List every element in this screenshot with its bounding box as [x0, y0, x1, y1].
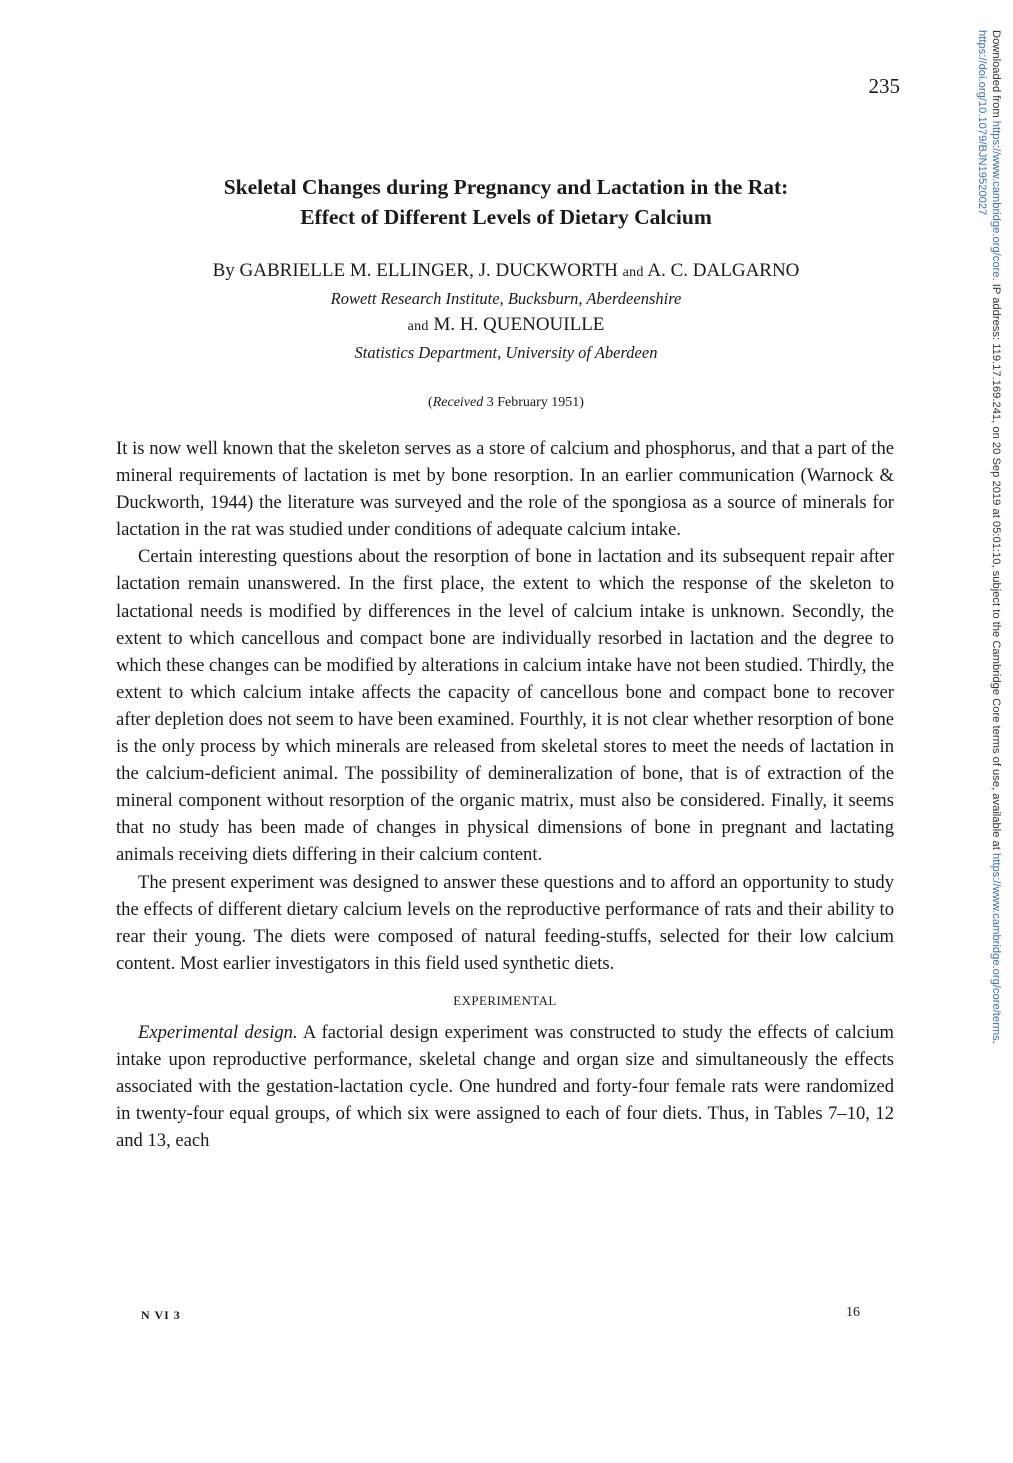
received-date-value: 3 February 1951: [486, 395, 580, 410]
core-link[interactable]: https://www.cambridge.org/core: [990, 120, 1002, 278]
experimental-text: A factorial design experiment was constructed to study the effects of calcium intake upon reproductive performance, skeletal change and organ size and simultaneously the effects associated with the gestation-lactation cycle. One hundred and forty-four female rats were randomized in twenty-four equal groups, of which six were assigned to each of four diets. Thus, in Tables 7–10, 12 and 13, each: [116, 1021, 895, 1152]
section-heading: EXPERIMENTAL: [453, 992, 557, 1008]
received-close-paren: ): [579, 395, 584, 410]
author-names-3: M. H. QUENOUILLE: [433, 314, 605, 335]
paragraph-1: It is now well known that the skeleton serves as a store of calcium and phosphorus, and that a part of the mineral requirements of lactation is met by bone resorption. In an earlier communication (Warnock & Duckworth, 1944) the literature was surveyed and the role of the spongiosa as a source of minerals for lactation in the rat was studied under conditions of adequate calcium intake.: [116, 438, 894, 541]
received-date: [112, 395, 900, 411]
page-number: 235: [868, 74, 900, 98]
received-open-paren: (: [428, 395, 433, 410]
and-label-2: and: [407, 319, 429, 334]
notice-middle: . IP address: 119.17.169.241, on 20 Sep 2019 at 05:01:10, subject to the Cambridge Core terms of use, available at: [990, 277, 1002, 853]
author-line-1: [112, 258, 900, 286]
notice-prefix: Downloaded from: [990, 30, 1002, 121]
notice-end: .: [990, 1040, 1002, 1044]
author-block: [112, 258, 900, 366]
author-names-2: A. C. DALGARNO: [647, 260, 800, 281]
paragraph-3: The present experiment was designed to answer these questions and to afford an opportunity to study the effects of different dietary calcium levels on the reproductive performance of rats and their ability to rear their young. The diets were composed of natural feeding-stuffs, selected for their low calcium content. Most earlier investigators in this field used synthetic diets.: [116, 871, 894, 974]
article-title: [112, 172, 900, 232]
title-line-1: Skeletal Changes during Pregnancy and Lactation in the Rat:: [223, 175, 789, 199]
sheet-number: 16: [846, 1305, 860, 1320]
author-line-2: [112, 312, 900, 340]
affiliation-1: Rowett Research Institute, Bucksburn, Aberdeenshire: [330, 289, 682, 308]
signature-mark: N VI 3: [141, 1308, 181, 1322]
download-notice-line-1: [989, 30, 1003, 1044]
runin-heading: Experimental design.: [138, 1021, 298, 1043]
and-label-1: and: [622, 265, 644, 280]
paragraph-experimental: [116, 1019, 894, 1154]
article-body: [116, 435, 894, 1154]
terms-link[interactable]: https://www.cambridge.org/core/terms: [990, 853, 1002, 1041]
title-line-2: Effect of Different Levels of Dietary Calcium: [300, 205, 712, 229]
paragraph-2: Certain interesting questions about the resorption of bone in lactation and its subsequent repair after lactation remain unanswered. In the first place, the extent to which the response of the skeleton to lactational needs is modified by differences in the level of calcium intake is unknown. Secondly, the extent to which cancellous and compact bone are individually resorbed in lactation and the degree to which these changes can be modified by alterations in calcium intake have not been studied. Thirdly, the extent to which calcium intake affects the capacity of cancellous bone and compact bone to recover after depletion does not seem to have been examined. Fourthly, it is not clear whether resorption of bone is the only process by which minerals are released from skeletal stores to meet the needs of lactation in the calcium-deficient animal. The possibility of demineralization of bone, that is of extraction of the mineral component without resorption of the organic matrix, must also be considered. Finally, it seems that no study has been made of changes in physical dimensions of bone in pregnant and lactating animals receiving diets differing in their calcium content.: [116, 546, 894, 866]
author-names-1: GABRIELLE M. ELLINGER, J. DUCKWORTH: [239, 260, 618, 281]
download-notice: [975, 30, 1003, 1044]
received-label: Received: [432, 395, 484, 410]
by-label: By: [212, 260, 235, 281]
doi-link[interactable]: https://doi.org/10.1079/BJN19520027: [976, 30, 988, 216]
affiliation-2: Statistics Department, University of Aberdeen: [354, 343, 658, 362]
